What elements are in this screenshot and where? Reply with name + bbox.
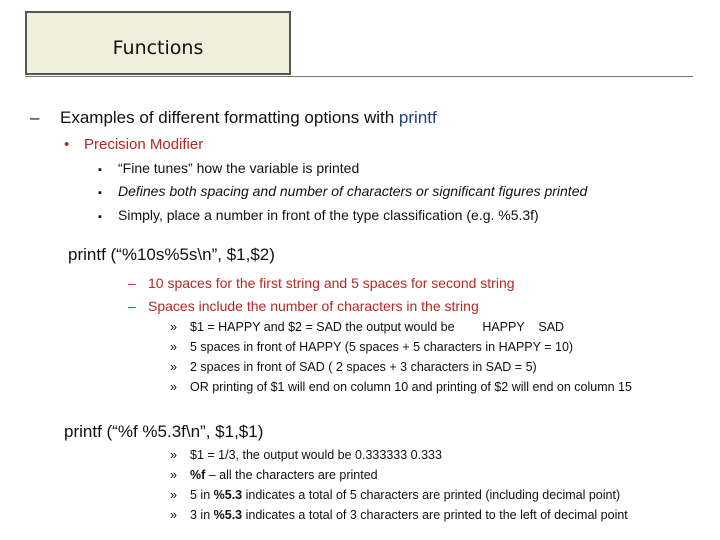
detail-text: 5 spaces in front of HAPPY (5 spaces + 5 characters in HAPPY = 10) [190,340,574,354]
example2-detail [170,488,620,502]
intro-highlight: printf [398,108,437,127]
example1-detail [170,360,537,374]
detail-text: $1 = HAPPY and $2 = SAD the output would be HAPPY SAD [190,320,565,334]
note-text: Spaces include the number of characters in the string [148,298,479,314]
raquo-marker: » [170,360,177,374]
raquo-marker: » [170,340,177,354]
sub-item [98,183,587,199]
example1-note [128,275,515,291]
example1-code: printf (“%10s%5s\n”, $1,$2) [68,245,275,264]
detail-text: 2 spaces in front of SAD ( 2 spaces + 3 characters in SAD = 5) [190,360,537,374]
raquo-marker: » [170,468,177,482]
detail-bold: %5.3 [213,508,243,522]
raquo-marker: » [170,448,177,462]
detail-text: indicates a total of 3 characters are printed to the left of decimal point [242,508,628,522]
square-bullet-icon: ▪ [98,164,102,176]
raquo-marker: » [170,380,177,394]
detail-text: 3 in [190,508,214,522]
sub-item-text: Simply, place a number in front of the type classification (e.g. %5.3f) [118,207,539,223]
note-text: 10 spaces for the first string and 5 spaces for second string [148,275,515,291]
example1-detail [170,340,573,354]
sub-item-text: “Fine tunes” how the variable is printed [118,160,360,176]
detail-text: OR printing of $1 will end on column 10 and printing of $2 will end on column 15 [190,380,632,394]
title-divider [25,76,693,77]
dash-marker: – [30,108,40,127]
example1-note [128,298,479,314]
sub-item [98,160,359,176]
example2-detail [170,468,378,482]
square-bullet-icon: ▪ [98,211,102,223]
detail-text: – all the characters are printed [205,468,378,482]
raquo-marker: » [170,488,177,502]
title-box [25,11,291,75]
bullet-marker: • [64,136,70,153]
intro-line [30,108,437,128]
dash-marker: – [128,275,136,291]
detail-bold: %f [190,468,206,482]
example1-detail [170,320,564,334]
sub-item [98,207,539,223]
example1-detail [170,380,632,394]
sub-item-text: Defines both spacing and number of characters or significant figures printed [118,183,588,199]
bullet-text: Precision Modifier [84,136,204,153]
example2-detail [170,508,628,522]
bullet-precision-modifier [64,136,203,153]
example2-code: printf (“%f %5.3f\n”, $1,$1) [64,422,264,441]
detail-text: $1 = 1/3, the output would be 0.333333 0.333 [190,448,442,462]
intro-text: Examples of different formatting options with [60,108,399,127]
dash-marker: – [128,298,136,314]
detail-text: 5 in [190,488,214,502]
slide-title: Functions [112,37,204,59]
example2-detail [170,448,442,462]
detail-text: indicates a total of 5 characters are printed (including decimal point) [242,488,621,502]
square-bullet-icon: ▪ [98,187,102,199]
detail-bold: %5.3 [213,488,243,502]
raquo-marker: » [170,508,177,522]
raquo-marker: » [170,320,177,334]
